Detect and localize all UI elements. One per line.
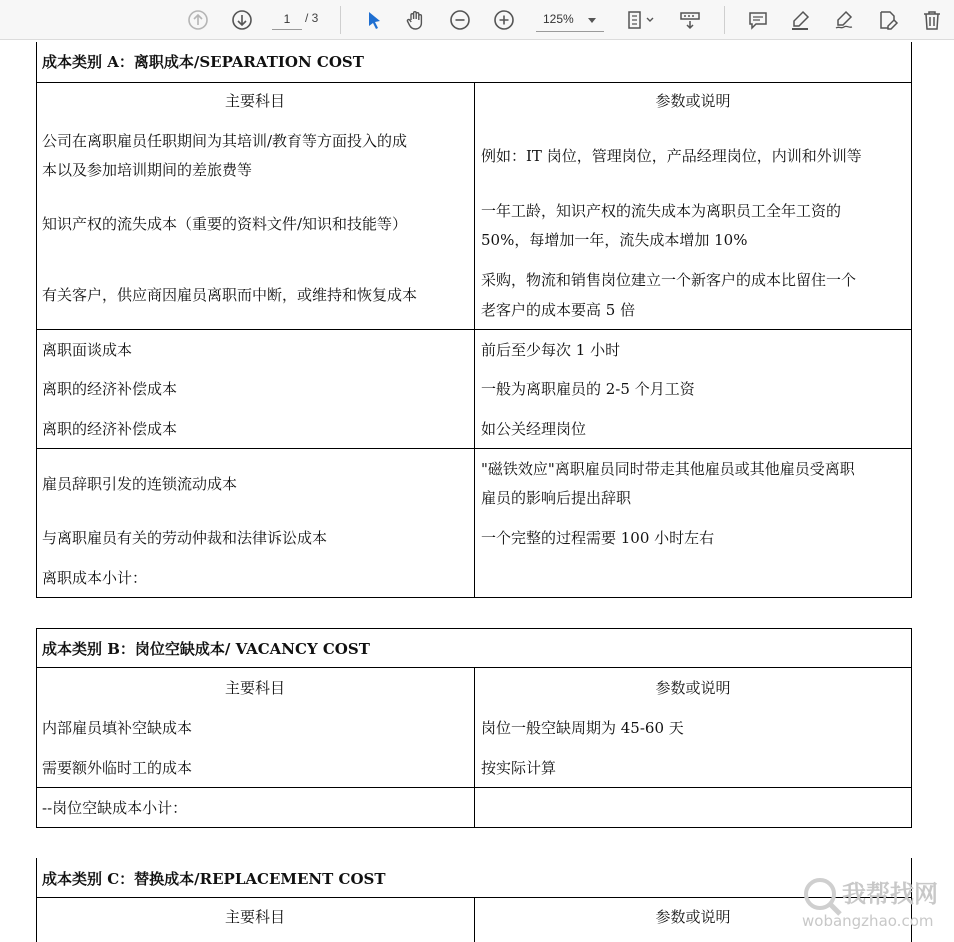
zoom-out-icon <box>449 9 471 31</box>
table-border <box>36 628 912 629</box>
table-border <box>36 827 912 828</box>
zoom-select[interactable] <box>536 8 604 32</box>
page-total: / 3 <box>305 11 319 25</box>
zoom-in-icon <box>493 9 515 31</box>
page-number-input[interactable] <box>272 8 302 30</box>
cell-subject: 与离职雇员有关的劳动仲裁和法律诉讼成本 <box>42 529 328 547</box>
table-border <box>36 448 912 449</box>
scroll-mode-button[interactable] <box>676 6 704 34</box>
delete-icon <box>921 9 943 31</box>
column-header-notes: 参数或说明 <box>655 908 731 926</box>
cell-notes: 按实际计算 <box>481 759 557 777</box>
column-header-subject: 主要科目 <box>224 92 285 110</box>
section-a-title: 成本类别 A：离职成本/SEPARATION COST <box>42 53 364 71</box>
arrow-down-icon <box>231 9 253 31</box>
cell-notes: 前后至少每次 1 小时 <box>481 341 621 359</box>
column-header-subject: 主要科目 <box>224 679 285 697</box>
table-border <box>36 787 912 788</box>
sign-button[interactable] <box>830 6 858 34</box>
cell-subject: 需要额外临时工的成本 <box>42 759 193 777</box>
table-border <box>36 329 912 330</box>
cell-notes: 一般为离职雇员的 2-5 个月工资 <box>481 380 695 398</box>
table-border <box>911 42 912 598</box>
pdf-toolbar <box>0 0 954 40</box>
cell-subject: 离职的经济补偿成本 <box>42 380 178 398</box>
cell-subject: 离职的经济补偿成本 <box>42 420 178 438</box>
hand-tool-icon <box>405 9 427 31</box>
zoom-value: 125% <box>543 12 574 26</box>
toolbar-divider <box>724 6 725 34</box>
column-header-subject: 主要科目 <box>224 908 285 926</box>
section-c-title: 成本类别 C：替换成本/REPLACEMENT COST <box>42 870 386 888</box>
cell-notes: 岗位一般空缺周期为 45-60 天 <box>481 719 684 737</box>
subtotal-label: 离职成本小计： <box>42 569 148 587</box>
scroll-mode-icon <box>679 9 701 31</box>
page-fit-button[interactable] <box>622 6 658 34</box>
cell-notes: 采购，物流和销售岗位建立一个新客户的成本比留住一个 <box>481 271 857 289</box>
cell-subject: 知识产权的流失成本（重要的资料文件/知识和技能等） <box>42 215 408 233</box>
cell-notes: 50%，每增加一年，流失成本增加 10% <box>481 231 748 249</box>
column-header-notes: 参数或说明 <box>655 92 731 110</box>
previous-page-button[interactable] <box>184 6 212 34</box>
cell-notes: 一个完整的过程需要 100 小时左右 <box>481 529 715 547</box>
table-border <box>911 628 912 828</box>
cell-notes: 雇员的影响后提出辞职 <box>481 489 632 507</box>
select-tool-button[interactable] <box>360 6 388 34</box>
cell-notes: 如公关经理岗位 <box>481 420 587 438</box>
zoom-in-button[interactable] <box>490 6 518 34</box>
cell-subject: 有关客户，供应商因雇员离职而中断，或维持和恢复成本 <box>42 286 418 304</box>
table-border <box>474 82 475 598</box>
edit-pdf-icon <box>877 9 899 31</box>
highlight-button[interactable] <box>786 6 814 34</box>
column-header-notes: 参数或说明 <box>655 679 731 697</box>
watermark-text-en: wobangzhao.com <box>802 912 934 930</box>
cell-notes: "磁铁效应"离职雇员同时带走其他雇员或其他雇员受离职 <box>481 460 855 478</box>
select-cursor-icon <box>363 9 385 31</box>
cell-subject: 本以及参加培训期间的差旅费等 <box>42 161 253 179</box>
cell-subject: 离职面谈成本 <box>42 341 133 359</box>
cell-subject: 内部雇员填补空缺成本 <box>42 719 193 737</box>
chevron-down-icon <box>588 18 596 23</box>
table-border <box>36 597 912 598</box>
hand-tool-button[interactable] <box>402 6 430 34</box>
arrow-up-icon <box>187 9 209 31</box>
cell-notes: 老客户的成本要高 5 倍 <box>481 301 636 319</box>
cell-subject: 雇员辞职引发的连锁流动成本 <box>42 475 238 493</box>
table-border <box>36 628 37 828</box>
page-fit-icon <box>625 9 655 31</box>
subtotal-label: --岗位空缺成本小计： <box>42 799 188 817</box>
cell-subject: 公司在离职雇员任职期间为其培训/教育等方面投入的成 <box>42 132 408 150</box>
cell-notes: 例如：IT 岗位，管理岗位，产品经理岗位，内训和外训等 <box>481 147 862 165</box>
zoom-out-button[interactable] <box>446 6 474 34</box>
watermark-text-cn: 我帮找网 <box>842 880 938 908</box>
watermark-logo <box>800 870 950 940</box>
table-border <box>36 42 37 598</box>
sign-icon <box>833 9 855 31</box>
cell-notes: 一年工龄，知识产权的流失成本为离职员工全年工资的 <box>481 202 842 220</box>
section-b-title: 成本类别 B：岗位空缺成本/ VACANCY COST <box>42 640 370 658</box>
highlight-icon <box>789 9 811 31</box>
edit-pdf-button[interactable] <box>874 6 902 34</box>
next-page-button[interactable] <box>228 6 256 34</box>
comment-button[interactable] <box>744 6 772 34</box>
delete-button[interactable] <box>918 6 946 34</box>
comment-icon <box>747 9 769 31</box>
toolbar-divider <box>340 6 341 34</box>
